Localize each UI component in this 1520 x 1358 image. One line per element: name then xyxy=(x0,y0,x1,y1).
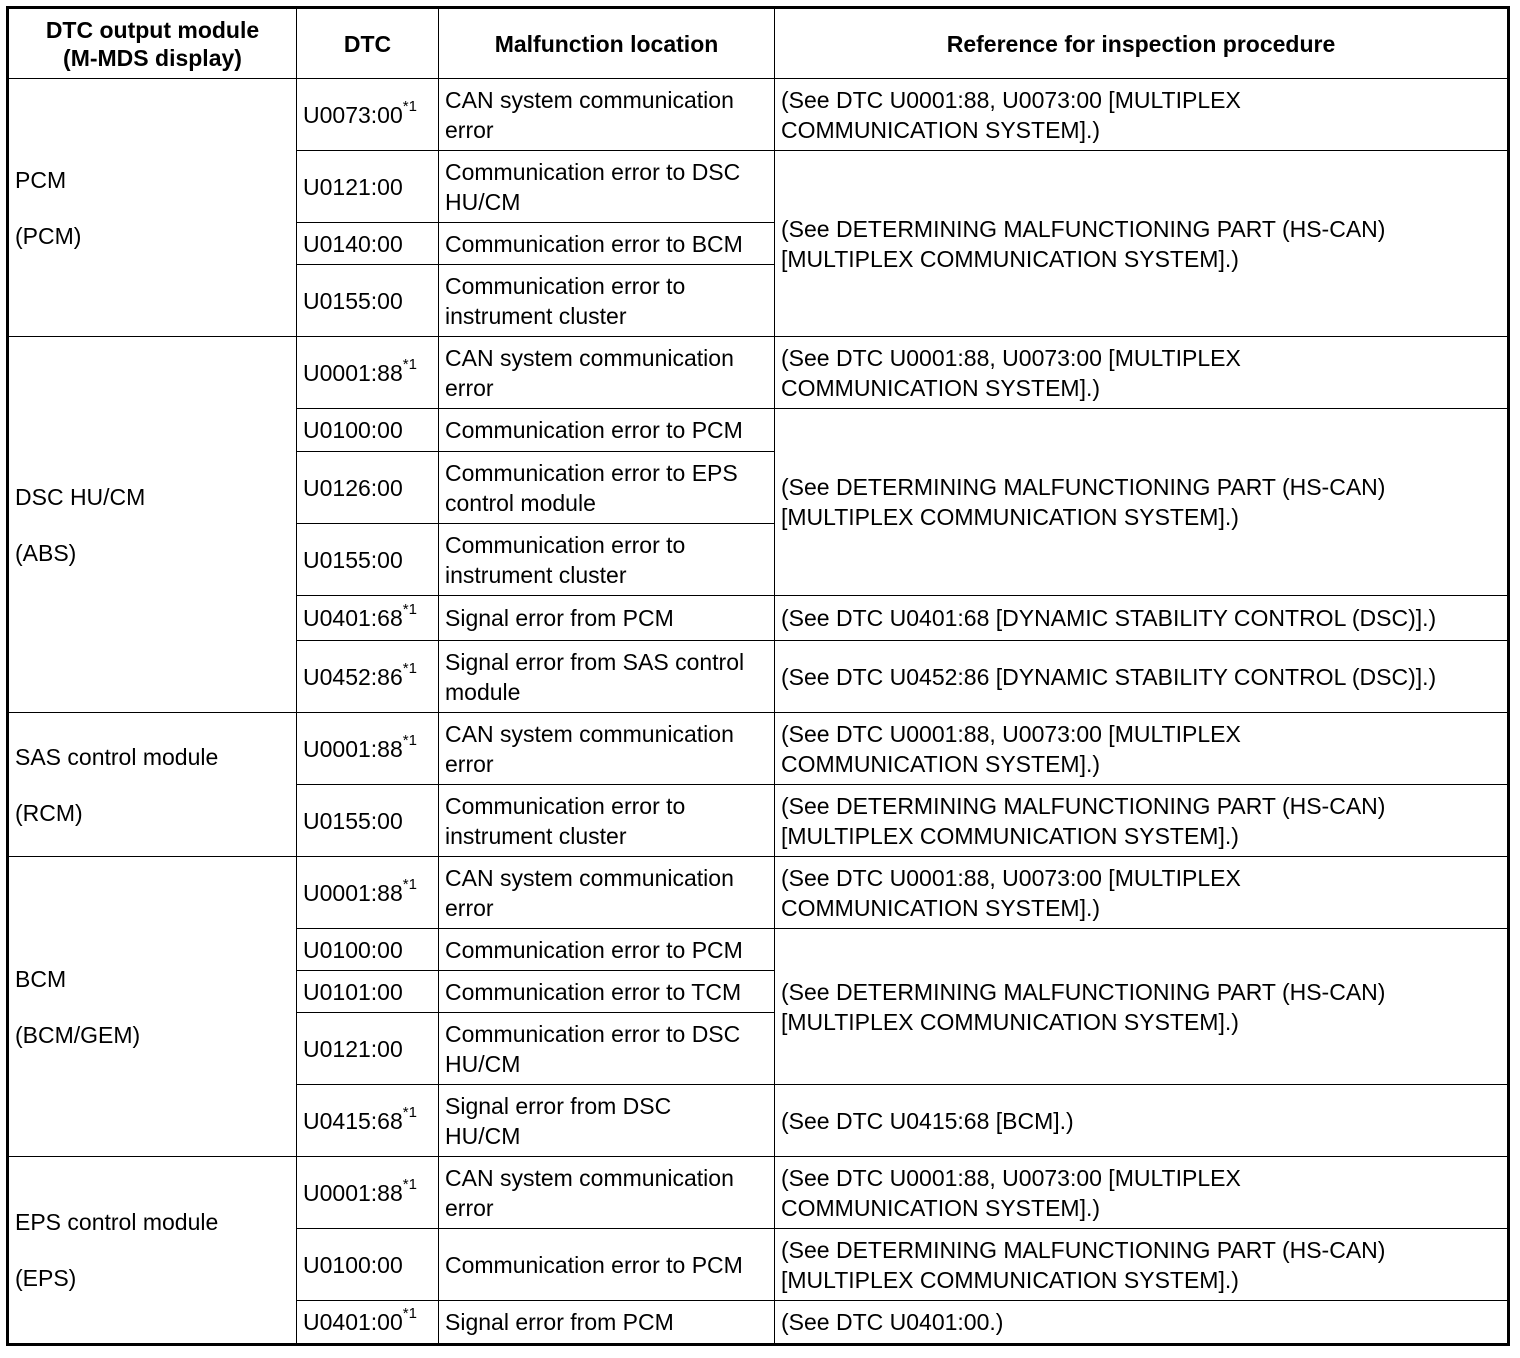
location-line: Communication error to DSC xyxy=(445,1020,741,1047)
dtc-cell xyxy=(297,265,439,337)
dtc-cell xyxy=(297,79,439,151)
location-cell xyxy=(439,785,775,857)
reference-line: (See DTC U0001:88, U0073:00 [MULTIPLEX xyxy=(781,864,1241,891)
location-cell xyxy=(439,713,775,785)
reference-line: [MULTIPLEX COMMUNICATION SYSTEM].) xyxy=(781,1266,1239,1293)
footnote-mark: *1 xyxy=(402,1103,417,1121)
dtc-cell xyxy=(297,971,439,1013)
location-cell xyxy=(439,265,775,337)
module-cell xyxy=(8,79,297,337)
dtc-cell xyxy=(297,452,439,524)
module-gap xyxy=(15,512,290,538)
location-line: Communication error to PCM xyxy=(445,1251,743,1278)
table-row xyxy=(8,713,1509,785)
location-line: Communication error to EPS xyxy=(445,459,738,486)
dtc-code: U0001:88 xyxy=(303,359,403,386)
dtc-cell xyxy=(297,1301,439,1345)
module-name: DSC HU/CM xyxy=(15,483,146,510)
location-line: module xyxy=(445,678,521,705)
dtc-code: U0100:00 xyxy=(303,1251,403,1278)
reference-cell xyxy=(775,1157,1509,1229)
location-line: HU/CM xyxy=(445,188,521,215)
location-cell xyxy=(439,452,775,524)
location-cell xyxy=(439,1229,775,1301)
table-row xyxy=(8,857,1509,929)
reference-cell xyxy=(775,641,1509,713)
reference-line: (See DETERMINING MALFUNCTIONING PART (HS-CAN) xyxy=(781,792,1386,819)
reference-line: (See DTC U0415:68 [BCM].) xyxy=(781,1107,1074,1134)
dtc-cell xyxy=(297,929,439,971)
module-gap xyxy=(15,1237,290,1263)
location-line: Communication error to BCM xyxy=(445,230,743,257)
reference-cell xyxy=(775,1301,1509,1345)
dtc-cell xyxy=(297,596,439,641)
location-line: instrument cluster xyxy=(445,822,627,849)
reference-line: (See DETERMINING MALFUNCTIONING PART (HS-CAN) xyxy=(781,474,1386,500)
dtc-cell xyxy=(297,857,439,929)
location-line: HU/CM xyxy=(445,1122,521,1149)
dtc-code: U0121:00 xyxy=(303,1035,403,1062)
module-display: (BCM/GEM) xyxy=(15,1021,141,1048)
reference-line: (See DETERMINING MALFUNCTIONING PART (HS-CAN) xyxy=(781,978,1386,1005)
location-cell xyxy=(439,1013,775,1085)
dtc-code: U0140:00 xyxy=(303,230,403,257)
location-cell xyxy=(439,1157,775,1229)
module-name: SAS control module xyxy=(15,743,219,770)
reference-line: COMMUNICATION SYSTEM].) xyxy=(781,894,1101,921)
location-line: Communication error to DSC xyxy=(445,158,741,185)
location-cell xyxy=(439,1085,775,1157)
header-dtc: DTC xyxy=(297,8,439,79)
reference-line: (See DTC U0001:88, U0073:00 [MULTIPLEX xyxy=(781,720,1241,747)
reference-line: (See DTC U0452:86 [DYNAMIC STABILITY CONTROL (DSC)].) xyxy=(781,663,1437,690)
reference-line: (See DTC U0001:88, U0073:00 [MULTIPLEX xyxy=(781,1164,1241,1191)
location-line: Signal error from PCM xyxy=(445,1309,674,1335)
reference-line: (See DTC U0001:88, U0073:00 [MULTIPLEX xyxy=(781,344,1241,371)
table-row xyxy=(8,337,1509,409)
location-cell xyxy=(439,409,775,452)
reference-line: (See DETERMINING MALFUNCTIONING PART (HS-CAN) xyxy=(781,215,1386,242)
reference-line: [MULTIPLEX COMMUNICATION SYSTEM].) xyxy=(781,245,1239,272)
location-line: error xyxy=(445,894,494,921)
location-line: Communication error to xyxy=(445,272,686,299)
dtc-cell xyxy=(297,337,439,409)
module-cell xyxy=(8,713,297,857)
header-reference: Reference for inspection procedure xyxy=(775,8,1509,79)
location-line: Communication error to xyxy=(445,531,686,558)
reference-line: COMMUNICATION SYSTEM].) xyxy=(781,374,1101,401)
table-row xyxy=(8,79,1509,151)
dtc-cell xyxy=(297,785,439,857)
dtc-code: U0155:00 xyxy=(303,807,403,834)
dtc-code: U0101:00 xyxy=(303,978,403,1005)
location-line: error xyxy=(445,1194,494,1221)
reference-cell xyxy=(775,1085,1509,1157)
reference-cell xyxy=(775,151,1509,337)
header-module-line2: (M-MDS display) xyxy=(63,44,242,71)
footnote-mark: *1 xyxy=(402,731,417,749)
footnote-mark: *1 xyxy=(402,659,417,677)
location-line: CAN system communication xyxy=(445,1164,734,1191)
reference-cell xyxy=(775,929,1509,1085)
location-cell xyxy=(439,641,775,713)
reference-cell xyxy=(775,409,1509,596)
dtc-cell xyxy=(297,223,439,265)
dtc-code: U0001:88 xyxy=(303,1179,403,1206)
module-gap xyxy=(15,994,290,1020)
footnote-mark: *1 xyxy=(402,355,417,373)
location-line: CAN system communication xyxy=(445,344,734,371)
dtc-cell xyxy=(297,1013,439,1085)
location-line: Signal error from SAS control xyxy=(445,648,745,675)
location-line: instrument cluster xyxy=(445,302,627,329)
reference-line: [MULTIPLEX COMMUNICATION SYSTEM].) xyxy=(781,822,1239,849)
dtc-code: U0121:00 xyxy=(303,173,403,200)
location-line: Communication error to PCM xyxy=(445,417,743,443)
table-body xyxy=(8,79,1509,1345)
module-display: (RCM) xyxy=(15,799,83,826)
footnote-mark: *1 xyxy=(402,1175,417,1193)
location-line: control module xyxy=(445,489,596,516)
reference-cell xyxy=(775,857,1509,929)
location-line: HU/CM xyxy=(445,1050,521,1077)
location-line: Communication error to PCM xyxy=(445,936,743,963)
location-line: CAN system communication xyxy=(445,864,734,891)
reference-cell xyxy=(775,596,1509,641)
module-cell xyxy=(8,857,297,1157)
dtc-code: U0001:88 xyxy=(303,735,403,762)
dtc-cell xyxy=(297,409,439,452)
module-cell xyxy=(8,337,297,713)
reference-cell xyxy=(775,713,1509,785)
location-line: error xyxy=(445,116,494,143)
dtc-code: U0126:00 xyxy=(303,474,403,501)
location-cell xyxy=(439,596,775,641)
dtc-cell xyxy=(297,1157,439,1229)
location-line: error xyxy=(445,374,494,401)
dtc-code: U0155:00 xyxy=(303,546,403,573)
dtc-code: U0452:86 xyxy=(303,663,403,690)
location-line: error xyxy=(445,750,494,777)
reference-line: COMMUNICATION SYSTEM].) xyxy=(781,1194,1101,1221)
footnote-mark: *1 xyxy=(402,97,417,115)
dtc-cell xyxy=(297,524,439,596)
dtc-code: U0001:88 xyxy=(303,879,403,906)
header-module-line1: DTC output module xyxy=(45,16,260,43)
table-row xyxy=(8,1157,1509,1229)
header-row xyxy=(8,8,1509,79)
dtc-code: U0415:68 xyxy=(303,1107,403,1134)
module-display: (EPS) xyxy=(15,1265,77,1291)
reference-line: COMMUNICATION SYSTEM].) xyxy=(781,750,1101,777)
dtc-table xyxy=(6,6,1510,1346)
location-cell xyxy=(439,971,775,1013)
reference-line: [MULTIPLEX COMMUNICATION SYSTEM].) xyxy=(781,1008,1239,1035)
module-name: PCM xyxy=(15,166,67,193)
reference-line: (See DTC U0401:00.) xyxy=(781,1309,1004,1335)
footnote-mark: *1 xyxy=(402,875,417,893)
location-line: Communication error to xyxy=(445,792,686,819)
location-cell xyxy=(439,151,775,223)
module-display: (PCM) xyxy=(15,222,82,249)
header-location: Malfunction location xyxy=(439,8,775,79)
location-line: CAN system communication xyxy=(445,86,734,113)
module-name: BCM xyxy=(15,965,67,992)
dtc-cell xyxy=(297,713,439,785)
location-line: Communication error to TCM xyxy=(445,978,742,1005)
module-cell xyxy=(8,1157,297,1345)
location-cell xyxy=(439,524,775,596)
location-line: instrument cluster xyxy=(445,561,627,588)
reference-line: (See DTC U0001:88, U0073:00 [MULTIPLEX xyxy=(781,86,1241,113)
dtc-code: U0100:00 xyxy=(303,936,403,963)
reference-line: [MULTIPLEX COMMUNICATION SYSTEM].) xyxy=(781,504,1239,530)
reference-cell xyxy=(775,79,1509,151)
location-cell xyxy=(439,857,775,929)
dtc-cell xyxy=(297,1229,439,1301)
dtc-code: U0401:00 xyxy=(303,1309,403,1335)
reference-cell xyxy=(775,1229,1509,1301)
module-gap xyxy=(15,195,290,221)
dtc-code: U0073:00 xyxy=(303,101,403,128)
reference-cell xyxy=(775,337,1509,409)
module-gap xyxy=(15,772,290,798)
footnote-mark: *1 xyxy=(402,1305,417,1323)
location-line: Signal error from DSC xyxy=(445,1092,672,1119)
location-cell xyxy=(439,223,775,265)
dtc-cell xyxy=(297,1085,439,1157)
module-name: EPS control module xyxy=(15,1209,219,1235)
location-line: Signal error from PCM xyxy=(445,605,674,631)
location-cell xyxy=(439,1301,775,1345)
header-module xyxy=(8,8,297,79)
reference-line: (See DTC U0401:68 [DYNAMIC STABILITY CONTROL (DSC)].) xyxy=(781,605,1437,631)
reference-line: (See DETERMINING MALFUNCTIONING PART (HS-CAN) xyxy=(781,1236,1386,1263)
location-cell xyxy=(439,929,775,971)
location-cell xyxy=(439,337,775,409)
location-cell xyxy=(439,79,775,151)
dtc-cell xyxy=(297,641,439,713)
module-display: (ABS) xyxy=(15,539,77,566)
footnote-mark: *1 xyxy=(402,601,417,619)
dtc-code: U0100:00 xyxy=(303,417,403,443)
dtc-code: U0401:68 xyxy=(303,605,403,631)
reference-line: COMMUNICATION SYSTEM].) xyxy=(781,116,1101,143)
dtc-cell xyxy=(297,151,439,223)
reference-cell xyxy=(775,785,1509,857)
dtc-code: U0155:00 xyxy=(303,287,403,314)
location-line: CAN system communication xyxy=(445,720,734,747)
